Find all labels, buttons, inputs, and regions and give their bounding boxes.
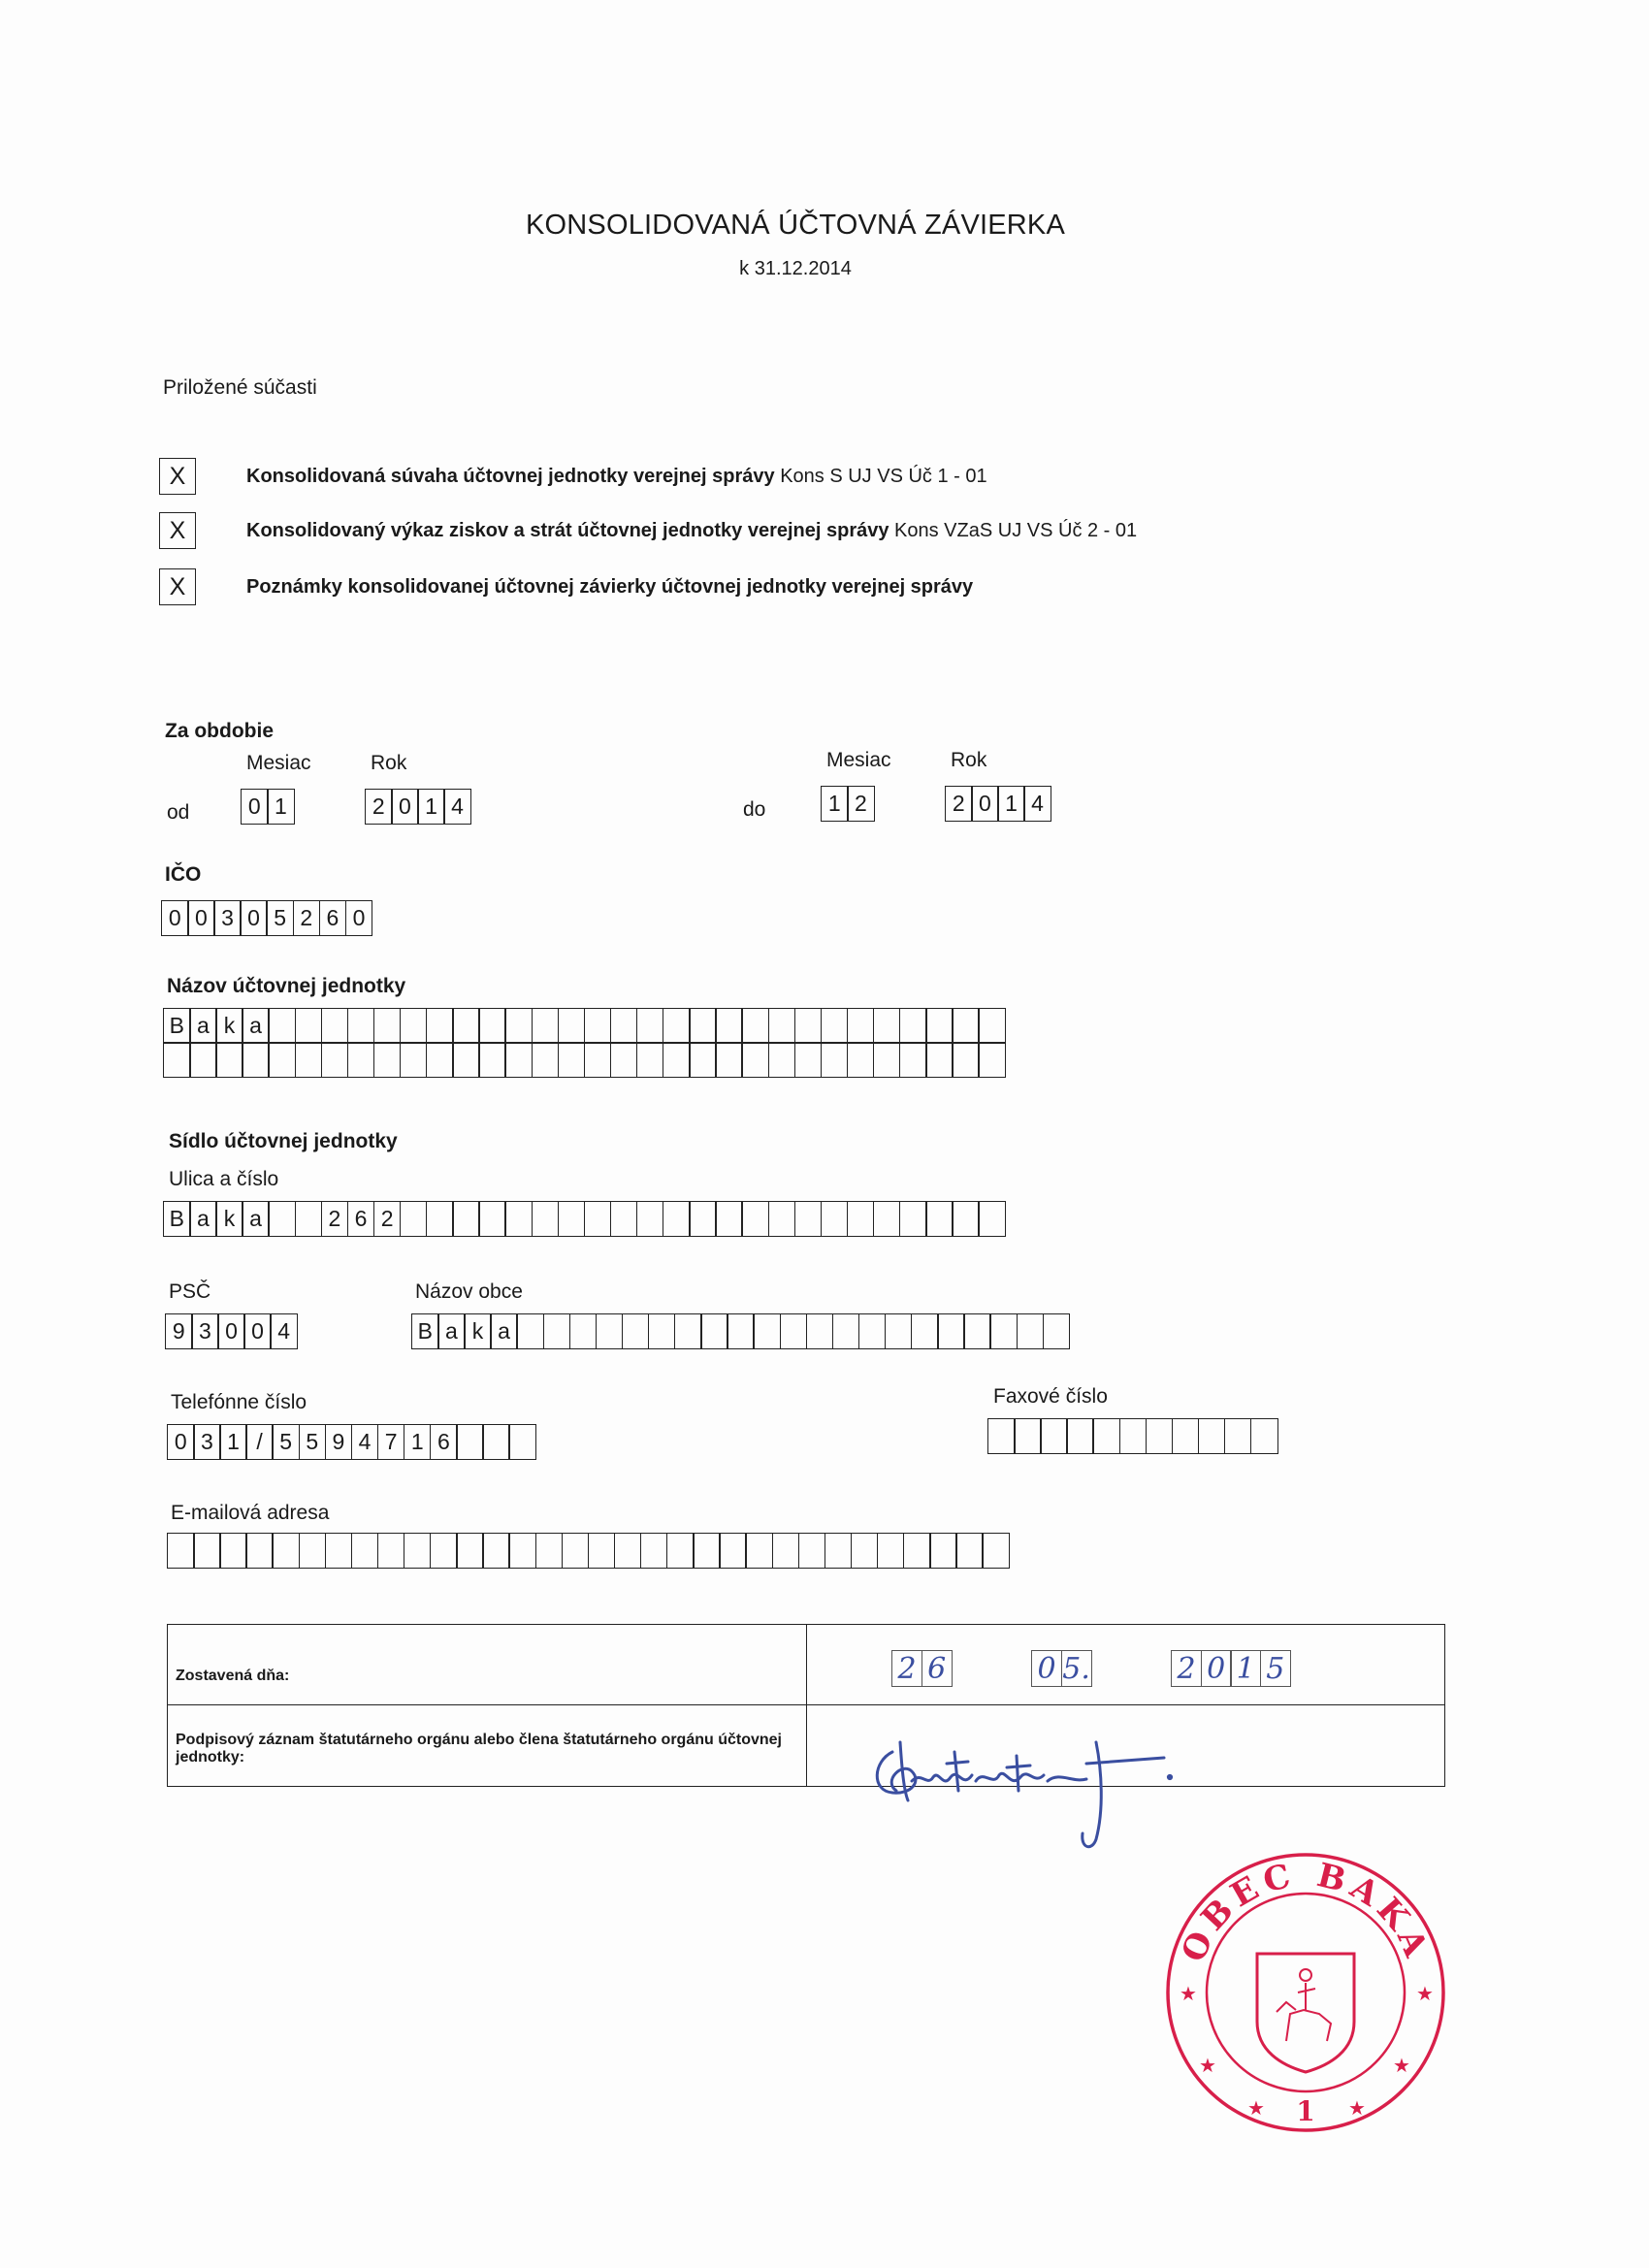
char-cell[interactable] xyxy=(745,1533,773,1569)
char-cell[interactable] xyxy=(768,1042,796,1078)
char-cell[interactable] xyxy=(700,1313,728,1349)
char-cell[interactable] xyxy=(478,1042,506,1078)
char-cell[interactable] xyxy=(741,1042,769,1078)
char-cell[interactable] xyxy=(193,1533,221,1569)
char-cell[interactable] xyxy=(873,1008,901,1044)
char-cell[interactable]: k xyxy=(215,1201,243,1237)
char-cell[interactable]: 0 xyxy=(243,1313,272,1349)
char-cell[interactable]: 0 xyxy=(971,786,999,822)
char-cell[interactable] xyxy=(452,1042,480,1078)
char-cell[interactable] xyxy=(715,1008,743,1044)
date-cell[interactable] xyxy=(1031,1650,1062,1687)
char-cell[interactable]: k xyxy=(464,1313,492,1349)
char-cell[interactable]: a xyxy=(242,1201,270,1237)
char-cell[interactable] xyxy=(295,1008,323,1044)
char-cell[interactable] xyxy=(929,1533,957,1569)
char-cell[interactable]: 4 xyxy=(1023,786,1051,822)
char-cell[interactable] xyxy=(569,1313,598,1349)
char-cell[interactable] xyxy=(832,1313,860,1349)
char-cell[interactable]: a xyxy=(189,1201,217,1237)
char-cell[interactable] xyxy=(794,1008,823,1044)
char-cell[interactable] xyxy=(885,1313,913,1349)
char-cell[interactable] xyxy=(847,1201,875,1237)
char-cell[interactable] xyxy=(543,1313,571,1349)
char-cell[interactable]: 2 xyxy=(945,786,973,822)
date-cell[interactable] xyxy=(891,1650,922,1687)
char-cell[interactable] xyxy=(824,1533,853,1569)
char-cell[interactable] xyxy=(219,1533,247,1569)
municipal-stamp xyxy=(1160,1847,1451,2138)
char-cell[interactable] xyxy=(325,1533,353,1569)
char-cell[interactable]: 3 xyxy=(193,1424,221,1460)
char-cell[interactable] xyxy=(426,1008,454,1044)
char-cell[interactable] xyxy=(715,1201,743,1237)
char-cell[interactable] xyxy=(268,1042,296,1078)
char-cell[interactable]: 4 xyxy=(351,1424,379,1460)
document-date: k 31.12.2014 xyxy=(739,258,852,279)
entity-name-row-1[interactable] xyxy=(163,1008,1006,1044)
char-cell[interactable] xyxy=(610,1042,638,1078)
char-cell[interactable] xyxy=(1198,1418,1226,1454)
char-cell[interactable] xyxy=(636,1042,664,1078)
handwritten-digit: 6 xyxy=(927,1651,947,1686)
char-cell[interactable] xyxy=(1172,1418,1200,1454)
ico-label: IČO xyxy=(165,863,202,886)
char-cell[interactable]: 0 xyxy=(187,900,215,936)
char-cell[interactable] xyxy=(768,1008,796,1044)
char-cell[interactable] xyxy=(663,1008,691,1044)
compiled-date-label: Zostavená dňa: xyxy=(176,1668,290,1684)
char-cell[interactable]: 0 xyxy=(240,900,268,936)
char-cell[interactable]: a xyxy=(437,1313,466,1349)
char-cell[interactable] xyxy=(456,1424,484,1460)
char-cell[interactable] xyxy=(877,1533,905,1569)
date-cell[interactable] xyxy=(1171,1650,1202,1687)
handwritten-digit: 2 xyxy=(1177,1651,1196,1686)
date-cell[interactable] xyxy=(922,1650,953,1687)
char-cell[interactable] xyxy=(937,1313,965,1349)
from-month-label: Mesiac xyxy=(246,752,311,774)
to-month-field[interactable] xyxy=(821,786,875,822)
attachment-checkbox-3[interactable]: X xyxy=(159,568,196,605)
char-cell[interactable] xyxy=(478,1201,506,1237)
attachment-label-3: Poznámky konsolidovanej účtovnej závierky účtovnej jednotky verejnej správy xyxy=(246,576,974,598)
to-month-label: Mesiac xyxy=(826,749,891,771)
char-cell[interactable]: 4 xyxy=(270,1313,298,1349)
char-cell[interactable]: a xyxy=(242,1008,270,1044)
char-cell[interactable]: a xyxy=(490,1313,518,1349)
char-cell[interactable]: 1 xyxy=(267,789,295,825)
entity-name-row-2[interactable] xyxy=(163,1043,1006,1078)
char-cell[interactable]: 2 xyxy=(373,1201,402,1237)
char-cell[interactable] xyxy=(404,1533,432,1569)
char-cell[interactable] xyxy=(610,1201,638,1237)
char-cell[interactable] xyxy=(347,1008,375,1044)
date-cell[interactable] xyxy=(1061,1650,1092,1687)
char-cell[interactable] xyxy=(532,1201,560,1237)
phone-label: Telefónne číslo xyxy=(171,1391,307,1413)
char-cell[interactable] xyxy=(963,1313,991,1349)
char-cell[interactable] xyxy=(955,1533,984,1569)
char-cell[interactable] xyxy=(663,1201,691,1237)
phone-field[interactable] xyxy=(167,1424,536,1460)
char-cell[interactable] xyxy=(858,1313,887,1349)
attachments-heading: Priložené súčasti xyxy=(163,376,317,399)
char-cell[interactable] xyxy=(508,1533,536,1569)
char-cell[interactable] xyxy=(482,1424,510,1460)
char-cell[interactable] xyxy=(794,1042,823,1078)
char-cell[interactable] xyxy=(516,1313,544,1349)
char-cell[interactable] xyxy=(295,1042,323,1078)
to-year-label: Rok xyxy=(951,749,987,771)
char-cell[interactable] xyxy=(851,1533,879,1569)
char-cell[interactable] xyxy=(242,1042,270,1078)
period-heading: Za obdobie xyxy=(165,720,274,742)
char-cell[interactable] xyxy=(347,1042,375,1078)
handwritten-digit: 5. xyxy=(1062,1651,1090,1686)
char-cell[interactable]: 6 xyxy=(347,1201,375,1237)
char-cell[interactable] xyxy=(426,1201,454,1237)
char-cell[interactable] xyxy=(640,1533,668,1569)
char-cell[interactable]: 6 xyxy=(430,1424,458,1460)
char-cell[interactable] xyxy=(821,1008,849,1044)
char-cell[interactable] xyxy=(925,1008,954,1044)
char-cell[interactable] xyxy=(772,1533,800,1569)
entity-name-label: Názov účtovnej jednotky xyxy=(167,975,406,997)
char-cell[interactable] xyxy=(272,1533,300,1569)
to-year-field[interactable] xyxy=(945,786,1051,822)
handwritten-digit: 2 xyxy=(897,1651,917,1686)
char-cell[interactable] xyxy=(163,1042,191,1078)
psc-field[interactable] xyxy=(165,1313,298,1349)
char-cell[interactable]: 1 xyxy=(219,1424,247,1460)
attachment-label-1: Konsolidovaná súvaha účtovnej jednotky verejnej správy Kons S UJ VS Úč 1 - 01 xyxy=(246,466,987,487)
char-cell[interactable] xyxy=(952,1008,980,1044)
char-cell[interactable]: 4 xyxy=(443,789,471,825)
char-cell[interactable] xyxy=(482,1533,510,1569)
handwritten-digit: 5 xyxy=(1266,1651,1285,1686)
char-cell[interactable] xyxy=(588,1533,616,1569)
char-cell[interactable]: 9 xyxy=(165,1313,193,1349)
char-cell[interactable]: 3 xyxy=(213,900,242,936)
char-cell[interactable] xyxy=(426,1042,454,1078)
char-cell[interactable] xyxy=(596,1313,624,1349)
from-label: od xyxy=(167,801,190,824)
char-cell[interactable] xyxy=(987,1418,1016,1454)
char-cell[interactable] xyxy=(978,1201,1006,1237)
char-cell[interactable] xyxy=(689,1201,717,1237)
char-cell[interactable]: 5 xyxy=(299,1424,327,1460)
char-cell[interactable] xyxy=(1040,1418,1068,1454)
char-cell[interactable] xyxy=(821,1201,849,1237)
char-cell[interactable] xyxy=(1250,1418,1278,1454)
char-cell[interactable]: B xyxy=(163,1008,191,1044)
char-cell[interactable] xyxy=(610,1008,638,1044)
stamp-number: 1 xyxy=(1296,2095,1315,2127)
char-cell[interactable] xyxy=(741,1201,769,1237)
from-year-label: Rok xyxy=(371,752,407,774)
seat-heading: Sídlo účtovnej jednotky xyxy=(169,1130,398,1152)
char-cell[interactable]: 0 xyxy=(167,1424,195,1460)
char-cell[interactable] xyxy=(299,1533,327,1569)
date-cell[interactable] xyxy=(1260,1650,1291,1687)
date-cell[interactable] xyxy=(1230,1650,1261,1687)
char-cell[interactable] xyxy=(899,1201,927,1237)
compiled-month-field[interactable] xyxy=(1031,1650,1092,1687)
char-cell[interactable]: 2 xyxy=(321,1201,349,1237)
char-cell[interactable] xyxy=(400,1008,428,1044)
svg-text:★: ★ xyxy=(1393,2054,1410,2077)
char-cell[interactable]: 1 xyxy=(997,786,1025,822)
char-cell[interactable] xyxy=(1014,1418,1042,1454)
char-cell[interactable] xyxy=(400,1201,428,1237)
char-cell[interactable] xyxy=(189,1042,217,1078)
char-cell[interactable] xyxy=(903,1533,931,1569)
char-cell[interactable]: B xyxy=(163,1201,191,1237)
char-cell[interactable] xyxy=(373,1008,402,1044)
char-cell[interactable] xyxy=(558,1008,586,1044)
char-cell[interactable]: a xyxy=(189,1008,217,1044)
char-cell[interactable] xyxy=(478,1008,506,1044)
char-cell[interactable] xyxy=(719,1533,747,1569)
char-cell[interactable]: 9 xyxy=(325,1424,353,1460)
svg-text:★: ★ xyxy=(1199,2054,1216,2077)
char-cell[interactable] xyxy=(768,1201,796,1237)
document-title: KONSOLIDOVANÁ ÚČTOVNÁ ZÁVIERKA xyxy=(525,210,1066,241)
char-cell[interactable] xyxy=(978,1042,1006,1078)
signature-label: Podpisový záznam štatutárneho orgánu alebo člena štatutárneho orgánu účtovnej jednotky: xyxy=(176,1732,782,1766)
char-cell[interactable]: 5 xyxy=(272,1424,300,1460)
char-cell[interactable] xyxy=(780,1313,808,1349)
char-cell[interactable] xyxy=(952,1201,980,1237)
char-cell[interactable]: 3 xyxy=(191,1313,219,1349)
char-cell[interactable] xyxy=(584,1008,612,1044)
char-cell[interactable]: B xyxy=(411,1313,439,1349)
char-cell[interactable]: 1 xyxy=(821,786,849,822)
char-cell[interactable] xyxy=(899,1008,927,1044)
char-cell[interactable] xyxy=(847,1042,875,1078)
char-cell[interactable] xyxy=(1119,1418,1148,1454)
attachment-checkbox-1[interactable]: X xyxy=(159,458,196,495)
char-cell[interactable]: 0 xyxy=(241,789,269,825)
char-cell[interactable] xyxy=(925,1042,954,1078)
handwritten-digit: 0 xyxy=(1037,1651,1056,1686)
attachment-checkbox-2[interactable]: X xyxy=(159,512,196,549)
char-cell[interactable] xyxy=(245,1533,274,1569)
char-cell[interactable]: / xyxy=(245,1424,274,1460)
char-cell[interactable] xyxy=(715,1042,743,1078)
to-label: do xyxy=(743,798,766,821)
char-cell[interactable] xyxy=(584,1042,612,1078)
char-cell[interactable] xyxy=(847,1008,875,1044)
fax-label: Faxové číslo xyxy=(993,1385,1108,1408)
char-cell[interactable] xyxy=(532,1042,560,1078)
stamp-text: OBEC BAKA xyxy=(1174,1855,1438,1968)
char-cell[interactable] xyxy=(925,1201,954,1237)
char-cell[interactable] xyxy=(321,1008,349,1044)
char-cell[interactable] xyxy=(1146,1418,1174,1454)
char-cell[interactable] xyxy=(268,1008,296,1044)
char-cell[interactable] xyxy=(1017,1313,1045,1349)
char-cell[interactable] xyxy=(806,1313,834,1349)
char-cell[interactable]: 0 xyxy=(345,900,373,936)
char-cell[interactable] xyxy=(689,1008,717,1044)
char-cell[interactable] xyxy=(532,1008,560,1044)
char-cell[interactable]: 0 xyxy=(391,789,419,825)
char-cell[interactable] xyxy=(798,1533,826,1569)
char-cell[interactable] xyxy=(727,1313,755,1349)
char-cell[interactable] xyxy=(215,1042,243,1078)
char-cell[interactable] xyxy=(674,1313,702,1349)
char-cell[interactable] xyxy=(508,1424,536,1460)
street-field[interactable] xyxy=(163,1201,1006,1237)
char-cell[interactable] xyxy=(689,1042,717,1078)
svg-text:★: ★ xyxy=(1348,2096,1366,2120)
svg-text:★: ★ xyxy=(1247,2096,1265,2120)
char-cell[interactable] xyxy=(562,1533,590,1569)
char-cell[interactable] xyxy=(430,1533,458,1569)
char-cell[interactable] xyxy=(753,1313,781,1349)
char-cell[interactable] xyxy=(400,1042,428,1078)
handwritten-digit: 1 xyxy=(1236,1651,1255,1686)
char-cell[interactable]: 0 xyxy=(217,1313,245,1349)
char-cell[interactable] xyxy=(899,1042,927,1078)
char-cell[interactable]: 1 xyxy=(417,789,445,825)
psc-label: PSČ xyxy=(169,1280,211,1303)
char-cell[interactable]: k xyxy=(215,1008,243,1044)
char-cell[interactable]: 1 xyxy=(404,1424,432,1460)
char-cell[interactable] xyxy=(614,1533,642,1569)
char-cell[interactable] xyxy=(982,1533,1010,1569)
char-cell[interactable] xyxy=(1043,1313,1071,1349)
char-cell[interactable] xyxy=(452,1201,480,1237)
char-cell[interactable] xyxy=(636,1201,664,1237)
char-cell[interactable]: 0 xyxy=(161,900,189,936)
char-cell[interactable] xyxy=(1224,1418,1252,1454)
char-cell[interactable] xyxy=(911,1313,939,1349)
char-cell[interactable] xyxy=(377,1533,405,1569)
char-cell[interactable] xyxy=(373,1042,402,1078)
char-cell[interactable] xyxy=(1092,1418,1120,1454)
char-cell[interactable] xyxy=(558,1042,586,1078)
email-field[interactable] xyxy=(167,1533,1010,1569)
from-month-field[interactable] xyxy=(241,789,295,825)
signoff-table xyxy=(167,1624,1445,1787)
char-cell[interactable] xyxy=(558,1201,586,1237)
char-cell[interactable] xyxy=(456,1533,484,1569)
char-cell[interactable]: 2 xyxy=(293,900,321,936)
char-cell[interactable] xyxy=(504,1008,533,1044)
compiled-day-field[interactable] xyxy=(891,1650,953,1687)
char-cell[interactable] xyxy=(873,1201,901,1237)
char-cell[interactable] xyxy=(351,1533,379,1569)
char-cell[interactable] xyxy=(1066,1418,1094,1454)
char-cell[interactable] xyxy=(321,1042,349,1078)
ico-field[interactable] xyxy=(161,900,372,936)
char-cell[interactable] xyxy=(268,1201,296,1237)
town-field[interactable] xyxy=(411,1313,1070,1349)
char-cell[interactable] xyxy=(295,1201,323,1237)
char-cell[interactable] xyxy=(952,1042,980,1078)
date-cell[interactable] xyxy=(1201,1650,1232,1687)
svg-text:OBEC BAKA xyxy=(1174,1856,1437,1968)
char-cell[interactable] xyxy=(504,1201,533,1237)
char-cell[interactable] xyxy=(452,1008,480,1044)
attachment-label-2: Konsolidovaný výkaz ziskov a strát účtovnej jednotky verejnej správy Kons VZaS UJ VS Úč 2 - 01 xyxy=(246,520,1138,541)
char-cell[interactable] xyxy=(666,1533,695,1569)
char-cell[interactable] xyxy=(794,1201,823,1237)
char-cell[interactable]: 2 xyxy=(365,789,393,825)
handwritten-signature xyxy=(854,1713,1183,1859)
char-cell[interactable] xyxy=(821,1042,849,1078)
fax-field[interactable] xyxy=(987,1418,1278,1454)
char-cell[interactable] xyxy=(663,1042,691,1078)
char-cell[interactable] xyxy=(504,1042,533,1078)
char-cell[interactable] xyxy=(873,1042,901,1078)
char-cell[interactable] xyxy=(978,1008,1006,1044)
char-cell[interactable]: 6 xyxy=(319,900,347,936)
handwritten-digit: 0 xyxy=(1207,1651,1226,1686)
svg-text:★: ★ xyxy=(1180,1982,1197,2005)
char-cell[interactable]: 2 xyxy=(847,786,875,822)
char-cell[interactable] xyxy=(989,1313,1018,1349)
char-cell[interactable] xyxy=(535,1533,564,1569)
char-cell[interactable] xyxy=(636,1008,664,1044)
char-cell[interactable] xyxy=(622,1313,650,1349)
street-label: Ulica a číslo xyxy=(169,1168,279,1190)
town-label: Názov obce xyxy=(415,1280,523,1303)
char-cell[interactable] xyxy=(693,1533,721,1569)
char-cell[interactable] xyxy=(584,1201,612,1237)
char-cell[interactable] xyxy=(648,1313,676,1349)
char-cell[interactable] xyxy=(167,1533,195,1569)
char-cell[interactable]: 5 xyxy=(266,900,294,936)
svg-text:★: ★ xyxy=(1416,1982,1434,2005)
email-label: E-mailová adresa xyxy=(171,1502,330,1524)
compiled-year-field[interactable] xyxy=(1171,1650,1291,1687)
char-cell[interactable] xyxy=(741,1008,769,1044)
char-cell[interactable]: 7 xyxy=(377,1424,405,1460)
from-year-field[interactable] xyxy=(365,789,471,825)
